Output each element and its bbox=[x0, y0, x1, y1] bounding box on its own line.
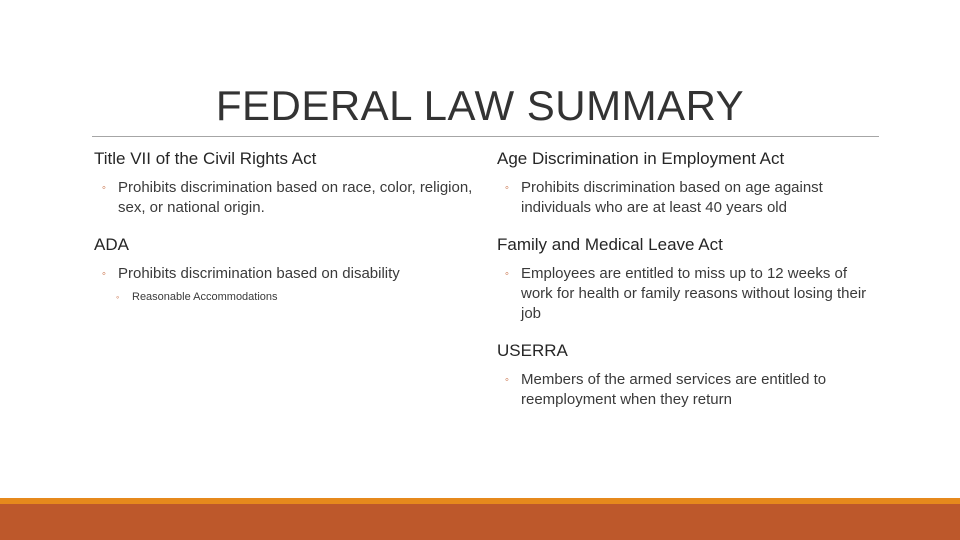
section-userra bbox=[497, 340, 877, 410]
title-divider bbox=[92, 136, 879, 137]
section-title-vii bbox=[94, 148, 474, 218]
list-item bbox=[94, 178, 474, 218]
list-item bbox=[497, 178, 877, 218]
section-adea bbox=[497, 148, 877, 218]
section-heading: USERRA bbox=[497, 341, 568, 360]
bullet-text: Prohibits discrimination based on disability bbox=[118, 265, 400, 282]
bullet-text: Reasonable Accommodations bbox=[132, 291, 278, 303]
sub-list-item bbox=[94, 288, 474, 306]
bullet-icon: ◦ bbox=[102, 182, 106, 194]
list-item bbox=[497, 370, 877, 410]
bullet-icon: ◦ bbox=[102, 268, 106, 280]
bullet-icon: ◦ bbox=[505, 374, 509, 386]
bullet-text: Members of the armed services are entitled to reemployment when they return bbox=[521, 371, 827, 408]
bullet-text: Prohibits discrimination based on race, color, religion, sex, or national origin. bbox=[118, 179, 473, 216]
slide-title: FEDERAL LAW SUMMARY bbox=[215, 82, 745, 129]
footer-bar bbox=[0, 504, 960, 540]
section-fmla bbox=[497, 234, 877, 324]
section-ada bbox=[94, 234, 474, 306]
section-heading: ADA bbox=[94, 235, 129, 254]
list-item bbox=[94, 264, 474, 284]
section-heading: Family and Medical Leave Act bbox=[497, 235, 723, 254]
bullet-text: Prohibits discrimination based on age against individuals who are at least 40 years old bbox=[521, 179, 823, 216]
left-column bbox=[94, 148, 474, 322]
bullet-icon: ◦ bbox=[505, 182, 509, 194]
section-heading: Age Discrimination in Employment Act bbox=[497, 149, 785, 168]
section-heading: Title VII of the Civil Rights Act bbox=[94, 149, 317, 168]
bullet-icon: ◦ bbox=[505, 268, 509, 280]
right-column bbox=[497, 148, 877, 426]
bullet-icon: ◦ bbox=[116, 292, 120, 302]
bullet-text: Employees are entitled to miss up to 12 weeks of work for health or family reasons without losing their job bbox=[521, 265, 867, 322]
list-item bbox=[497, 264, 877, 324]
